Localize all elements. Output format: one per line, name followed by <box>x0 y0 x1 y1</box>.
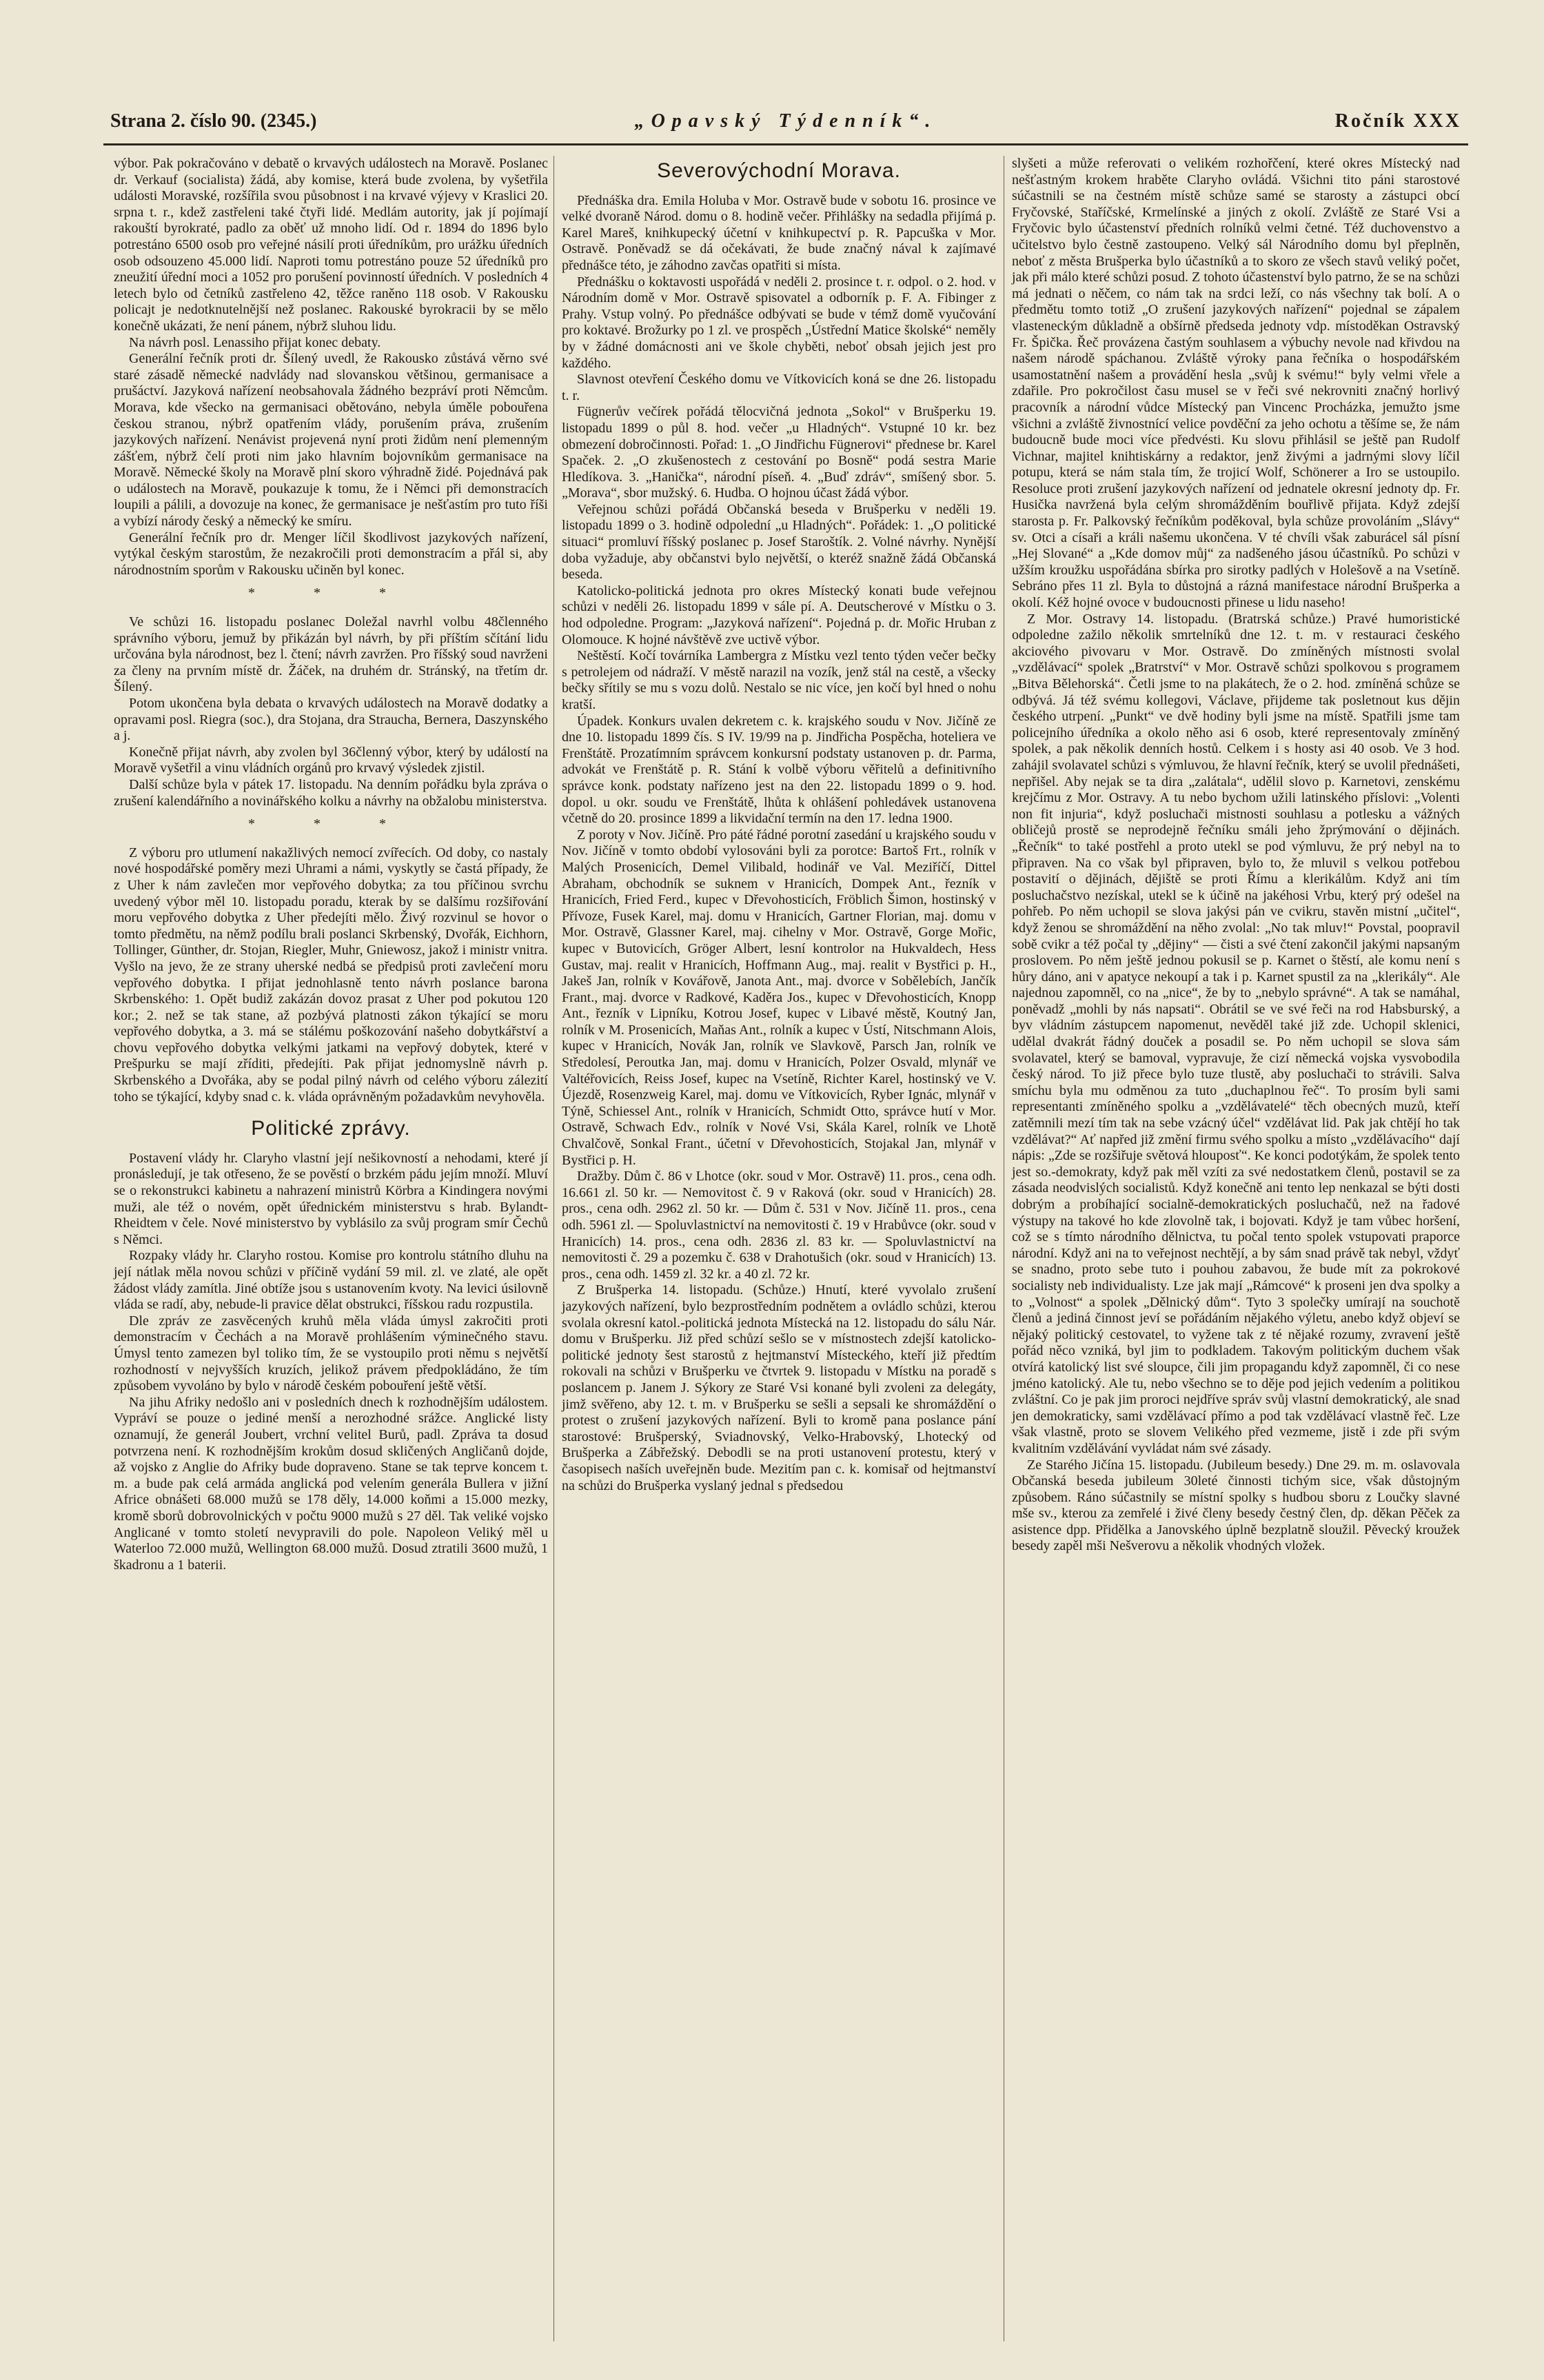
article-paragraph: Veřejnou schůzi pořádá Občanská beseda v Brušperku v neděli 19. listopadu 1899 o 3. hodině odpolední „u Hladných“. Pořádek: 1. „O politické situaci“ promluví říšský poslanec p. Josef Staroštík. 2. Volné návrhy. Nynější doba vyžaduje, aby občanstvi bylo největší, o kteréž snažně žádá Občanská beseda. <box>562 501 996 583</box>
article-paragraph: Další schůze byla v pátek 17. listopadu. Na denním pořádku byla zpráva o zrušení kalendářního a novinářského kolku a návrhy na obžalobu ministerstva. <box>114 776 548 809</box>
article-paragraph: Generální řečník proti dr. Šílený uvedl, že Rakousko zůstává věrno své staré zásadě německé nadvlády nad slovanskou většinou, germanisace a prušáctví. Jazyková nařízení neobsahovala žádného bezpráví proti Němcům. Morava, kde všecko na germanisaci obětováno, nebyla úměle pobouřena českou stranou, nýbrž opatřením vlády, porušením práva, zrušením jazykových nařízení. Nenávist projevená nyní proti židům není plemenným zášťem, nýbrž čelí proti nim jako hlavním bojovníkům germanisace na Moravě. Německé školy na Moravě plní skoro výhradně židé. Pojednává pak o událostech na Moravě, poukazuje k tomu, že i Němci při demonstracích loupili a pálili, a dovozuje na konec, že germanisace je nešťastím pro tuto říši a vybízí národy český a německý ke smíru. <box>114 351 548 530</box>
article-paragraph: Z poroty v Nov. Jičíně. Pro páté řádné porotní zasedání u krajského soudu v Nov. Jičíně v tomto období vylosováni byli za porotce: Bartoš Frt., rolník v Malých Prosenicích, Demel Vilibald, hodinář ve Val. Meziříčí, Dittel Abraham, obchodník se suknem v Hranicích, Dompek Ant., řezník v Hranicích, Fried Ferd., kupec v Dřevohosticích, Fröblich Šimon, hostinský v Přívoze, Fusek Karel, maj. domu v Hranicích, Gartner Florian, maj. domu v Mor. Ostravě, Glassner Karel, maj. cihelny v Mor. Ostravě, Gorge Mořic, kupec v Butovicích, Gröger Albert, lesní kontrolor na Hukvaldech, Hess Gustav, maj. realit v Hranicích, Hoffmann Aug., maj. realit v Bystřici p. H., Jakeš Jan, rolník v Kovářově, Janota Ant., maj. dvorce v Sobělebích, Jančík Frant., maj. dvorce v Radkové, Kaděra Jos., kupec v Dřevohosticích, Knopp Ant., řezník v Lipníku, Kotrou Josef, kupec v Libavé městě, Koutný Jan, rolník v M. Prosenicích, Maňas Ant., rolník a kupec v Ústí, Nitschmann Alois, kupec v Hranicích, Novák Jan, rolník ve Slavkově, Parsch Jan, rolník ve Středolesí, Peroutka Jan, maj. domu v Hranicích, Polzer Osvald, mlynář ve Valtéřovicích, Reiss Josef, kupec na Vsetíně, Richter Karel, hostinský ve V. Újezdě, Rosenzweig Karel, maj. domu ve Vítkovicích, Ryber Ignác, mlynář v Týně, Schiessel Ant., rolník v Hranicích, Schmidt Otto, správce hutí v Mor. Ostravě, Schwach Edv., rolník v Nové Vsi, Skála Karel, rolník ve Lhotě Chvalčově, Sonkal Frant., účetní v Dřevohosticích, Stojakal Jan, mlynář v Bystřici p. H. <box>562 827 996 1168</box>
article-paragraph: výbor. Pak pokračováno v debatě o krvavých událostech na Moravě. Poslanec dr. Verkauf (socialista) žádá, aby komise, která bude zvolena, by vyšetřila události Moravské, rozšířila svou působnost i na krvavé výjevy v Kraslici 20. srpna t. r., kdež zastřeleni také čtyři lidé. Medlám autority, jak jí pojímají rakouští byrokraté, padlo za oběť už mnoho lidí. Od r. 1894 do 1896 bylo potrestáno 6500 osob pro veřejné násilí proti úředníkům, pro urážku úředních osob odsouzeno 45.000 lidí. Naproti tomu potrestáno pouze 52 úředníků pro zneužití úřední moci a 1052 pro porušení povinností úředních. V posledních 4 letech bylo od četníků zastřeleno 42, těžce raněno 118 osob. V Rakousku policajt je nedotknutelnější než poslanec. Rakouské byrokracii by se mělo konečně ukázati, že není pánem, nýbrž sluhou lidu. <box>114 156 548 334</box>
article-paragraph: Z Mor. Ostravy 14. listopadu. (Bratrská schůze.) Pravé humoristické odpoledne zažilo několik smrtelníků dne 12. t. m. v restauraci českého akciového pivovaru v Mor. Ostravě. Do zmíněných místnosti svolal „vzdělávací“ spolek „Bratrství“ v Mor. Ostravě schůzi spolkovou s programem „Bitva Bělehorská“. Četli jsme to na plakátech, že o 2. hod. zmíněná schůze se odbývá. Já též svému kollegovi, Václave, přijdeme tak posletnout kus dějin českého utrpení. „Punkt“ ve dvě hodiny byli jsme na místě. Spatřili jsme tam policejního úředníka a okolo něho asi 6 osob, které representovaly zmíněný spolek, a pak několik denních hostů. Celkem i s hosty asi 40 osob. Ve 3 hod. zahájil svolavatel schůzi s výmluvou, že hlavní řečník, který se uvolil přednášeti, nepřišel. Aby nejak se ta dira „zalátala“, udělil slovo p. Karnetovi, zenskému krejčímu z Mor. Ostravy. A tu nebo bychom užili latinského příslovi: „Volenti non fit injuria“, když posluchači mistnosti souhlasu a potlesku a vážných obličejů prostě se neprodejně řečníku smáli jeho žprýmování o dějinách. „Řečník“ to také postřehl a proto utekl se pod výmluvu, že prý nebyl na to připraven. Na co však byl připraven, bylo to, že mluvil s velkou potřebou postavití o dějinách, dějiště se proti Římu a klerikálům. Když ani tím posluchačstvo nezískal, utekl se k účině na jakéhosi Vrbu, který prý odešel na pohřeb. Po něm uchopil se slova jakýsi pán ve cvikru, stavěn mistní „učitel“, když ženou se shromáždění na něho zvolal: „No tak mluv!“ Povstal, poopravil sobě cvikr a též počal ty „dějiny“ — čisti a své čtení zakončil jakými napsaným proslovem. Po něm ještě jednou pokusil se p. Karnet o štěstí, ale komu není s hůry dáno, ani v apatyce nekoupí a tak i p. Karnet spustil za na „klerikály“. Ale najednou zapomněl, co na „nice“, že by to „nebylo správné“. A tak se namáhal, poněvadž „mohli by nás napsati“. Obrátil se ve své řeči na rod Habsburský, a byv vládním zástupcem napomenut, nevěděl také již zde. Uchopil sklenici, udělal dvakrát řádný douček a posadil se. Po něm uchopil se slova sám svolavatel, který se bamoval, vypravuje, že cizí německá vojska vysvobodila český národ. To již přece bylo tuze tlustě, aby posluchači to strávili. Salva smíchu byla mu odměnou za tuto „duchaplnou řeč“. To prosím byli sami representanti zmíněného spolku a „vzdělávatelé“ těch obecných muzů, kteří zatěmnili mezí tím tak na sebe vzácný účel“ vzdělávat lid. Pak jak chtějí ho tak vzdělávat?“ Ať napřed již změní firmu svého spolku a místo „vzdělávacího“ dají nápis: „Zde se rozšiřuje světová hlouposť“. Ke konci podotýkám, že spolek tento jest so.-demokraty, když pak měl vzíti za své nedostatkem členů, postavil se za zásada neodvislých socialistů. Když konečně ani tento lep nenkazal se býti dosti dobrým a probíhající socialně-demokratických posluchačů, než na řadové výstupy na takové ho kde zlovolně tak, i bojovati. Když je tam vůbec horšení, což se s tímto národního dělnictva, tu počal tento spolek vstupovati praporce národní. Když ani na to veřejnost nechtějí, a by sám snad právě tak nebyl, vždyť se snadno, proto sebe tuto i pouhou zabavou, že bude mít za pokrokové socialisty neb individualisty. Lze jak mají „Rámcové“ k proseni jen dva spolky a to „Volnost“ a spolek „Dělnický dům“. Tyto 3 společky umírají na souchotě členů a jediná činnost jeví se pořádáním nějakého výletu, anebo když objeví se nějaký politický cestovatel, to vyžene tak z té nějaké rozumy, zvravení ještě pořád něco vzniká, byl jim to podkladem. Takovým politickým duchem však otvírá katolický list své sloupce, čili jim propagandu když zapomněl, či co nese jméno katolický. Ale tu, nebo všechno se to děje pod jejich vedením a politikou zvláštní. Co je pak jim proroci nejdříve správ svůj vlastní demokratický, ale snad jen demokraticky, sami vzdělávací přímo a pod tak vzdělávací vlastně řeč. Lze však vlastně, proto se slovem Velikého před vezmeme, jistě i zde při svým kvalitním vzdělávání vyvládat nám své zásady. <box>1012 611 1460 1456</box>
separator-stars: * * * <box>248 585 414 601</box>
article-paragraph: Přednáška dra. Emila Holuba v Mor. Ostravě bude v sobotu 16. prosince ve velké dvoraně Národ. domu o 8. hodině večer. Přihlášky na sedadla přijímá p. Karel Mareš, knihkupecký účetní v knihkupectví p. R. Papcuška v Mor. Ostravě. Poněvadž se dá očekávati, že bude značný nával k zajímavé přednášce této, je záhodno zavčas opatřiti si místa. <box>562 192 996 273</box>
article-paragraph: Z Brušperka 14. listopadu. (Schůze.) Hnutí, které vyvolalo zrušení jazykových nařízení, bylo bezprostředním podnětem a ovládlo schůzi, kterou svolala okresní katol.-politická jednota Místecká na 12. listopadu do sálu Nár. domu v Brušperku. Již před schůzí sešlo se v místnostech zdejší katolicko-politické jednoty šest starostů z hejtmanství Místeckého, kteří již předtím rokovali na schůzi v Brušperku ve čtvrtek 9. listopadu v Místku na poradě s poslancem p. Janem J. Sýkory ze Staré Vsi konané byli zvoleni za delegáty, jimž svěřeno, aby 12. t. m. v Brušperku se sešli a sepsali ke shromáždění o protest o zrušení jazykových nařízení. Byli to kromě pana poslance pání starostové: Brušperský, Sviadnovský, Velko-Hrabovský, Lhotecký od Brušperka a Zábřežský. Debodli se na proti ustanovení protestu, který v časopisech naších uveřejněn bude. Mezitím pan c. k. komisař od hejtmanství na schůzi do Brušperka vyslaný jednal s předsedou <box>562 1282 996 1493</box>
column-3 <box>1012 156 1460 1555</box>
header-volume: Ročník XXX <box>1334 110 1461 132</box>
article-paragraph: Dle zpráv ze zasvěcených kruhů měla vláda úmysl zakročiti proti demonstracím v Čechách a na Moravě prohlášením výminečného stavu. Úmysl tento zamezen byl toliko tím, že se vystoupilo proti němu s největší rozhodností v nejvyšších kruzích, jelikož právem předpokládáno, že tím způsobem vyvoláno by bylo v národě českém pobouření ještě větší. <box>114 1313 548 1394</box>
column-divider <box>553 156 554 2341</box>
section-title-severovychodni-morava: Severovýchodní Morava. <box>657 159 901 182</box>
header-page-info: Strana 2. číslo 90. (2345.) <box>110 110 317 132</box>
header-rule <box>103 143 1468 145</box>
article-paragraph: Slavnost otevření Českého domu ve Vítkovicích koná se dne 26. listopadu t. r. <box>562 372 996 403</box>
column-1 <box>114 156 548 1573</box>
article-paragraph: Ve schůzi 16. listopadu poslanec Doležal navrhl volbu 48členného správního výboru, jemuž by přikázán byl návrh, by při příštím sčítání lidu určována byla národnost, bez l. čtení; návrh zavržen. Pro říšský soud navrženi za členy na prvním místě dr. Žáček, na druhém dr. Stránský, na třetím dr. Šílený. <box>114 614 548 695</box>
article-paragraph: Katolicko-politická jednota pro okres Místecký konati bude veřejnou schůzi v neděli 26. listopadu 1899 v sále pí. A. Deutscherové v Místku o 3. hod odpoledne. Program: „Jazyková nařízení“. Pojedná p. dr. Mořic Hruban z Olomouce. K hojné návštěvě zve uctivě výbor. <box>562 583 996 647</box>
article-paragraph: Ze Starého Jičína 15. listopadu. (Jubileum besedy.) Dne 29. m. m. oslavovala Občanská beseda jubileum 30leté činnosti tichým sice, však důstojným způsobem. Ráno súčastnily se místní spolky s hudbou sboru z Loučky slavné mše sv., kterou za zemřelé i živé členy besedy čestný člen, dp. děkan Pěček za asistence dpp. Přidělka a Janovského úplně bezplatně sloužil. Pěvecký kroužek besedy zapěl mši Nešverovu a několik vhodných vložek. <box>1012 1457 1460 1554</box>
separator-stars: * * * <box>248 816 414 832</box>
article-paragraph: Generální řečník pro dr. Menger líčil škodlivost jazykových nařízení, vytýkal českým starostům, že nezakročili proti demonstracím a přál si, aby národnostním sporům v Rakousku učiněn byl konec. <box>114 530 548 578</box>
article-paragraph: Fügnerův večírek pořádá tělocvičná jednota „Sokol“ v Brušperku 19. listopadu 1899 o půl 8. hod. večer „u Hladných“. Vstupné 10 kr. bez obmezení dobročinnosti. Pořad: 1. „O Jindřichu Fügnerovi“ přednese br. Karel Spaček. 2. „O zkušenostech z cestování po Bosně“ podá sestra Marie Hledíkova. 3. „Hanička“, národní píseň. 4. „Buď zdráv“, smíšený sbor. 5. „Morava“, sbor mužský. 6. Hudba. O hojnou účast žádá výbor. <box>562 404 996 501</box>
column-2 <box>562 156 996 1494</box>
article-paragraph: Konečně přijat návrh, aby zvolen byl 36členný výbor, který by událostí na Moravě vyšetřil a vinu vládních orgánů pro krvavý výsledek zjistil. <box>114 744 548 776</box>
article-paragraph: Neštěstí. Kočí továrníka Lambergra z Místku vezl tento týden večer bečky s petrolejem od nádraží. V městě narazil na vozík, jenž stál na cestě, a všecky bečky sřítily se mu s vozu dolů. Nestalo se nic více, jen kočí byl hned o nohu kratší. <box>562 648 996 712</box>
article-paragraph: Na návrh posl. Lenassiho přijat konec debaty. <box>129 334 381 350</box>
article-paragraph: Na jihu Afriky nedošlo ani v posledních dnech k rozhodnějším událostem. Vypráví se pouze o jediné menší a nerozhodné srážce. Anglické listy oznamují, že generál Joubert, vrchní velitel Burů, padl. Zpráva ta dosud potvrzena není. K rozhodnějším krokům dosud skličených Angličanů dojde, až vojsko z Anglie do Afriky bude dopraveno. Stane se tak teprve koncem t. m. a bude pak celá armáda anglická pod velením generála Bullera v jižní Africe obnášeti 68.000 mužů se 178 děly, 14.000 koňmi a 15.000 mezky, kromě sborů dobrovolnických v počtu 9000 mužů s 27 děl. Tak veliké vojsko Anglicané v tomto století nevypravili do pole. Napoleon Veliký měl u Waterloo 72.000 mužů, Wellington 68.000 mužů. Dosud ztratili 3600 mužů, 1 škadronu a 1 baterii. <box>114 1394 548 1573</box>
article-paragraph: Postavení vlády hr. Claryho vlastní její nešikovností a nehodami, které jí pronásledují, je tak otřeseno, že se pověstí o brzkém pádu jejím množí. Mluví se o rekonstrukci kabinetu a nahrazení ministrů Körbra a Kindingera novými muži, ale též o novém, opět úřednickém ministerstvu s hrab. Bylandt-Rheidtem v čele. Nové ministerstvo by vyblásilo za svůj program smír Čechů s Němci. <box>114 1150 548 1247</box>
article-paragraph: Úpadek. Konkurs uvalen dekretem c. k. krajského soudu v Nov. Jičíně ze dne 10. listopadu 1899 čís. S IV. 19/99 na p. Jindřicha Pospěcha, hoteliera ve Frenštátě. Prozatímním správcem konkursní podstaty ustanoven p. dr. Parma, advokát ve Frenštátě p. R. Stání k volbě výboru věřitelů a definitivního správce konk. podstaty nařízeno jest na den 22. listopadu 1899 o 9. hod. dopol. u okr. soudu ve Frenštátě, lhůta k ohlášení pohledávek ustanovena včetně do 20. prosince 1899 a likvidační termín na den 17. ledna 1900. <box>562 713 996 827</box>
article-paragraph: Přednášku o koktavosti uspořádá v neděli 2. prosince t. r. odpol. o 2. hod. v Národním domě v Mor. Ostravě spisovatel a odborník p. F. A. Fibinger z Prahy. Vstup volný. Po přednášce odbývati se bude v témž domě vyučování pro koktavé. Brožurky po 1 zl. ve prospěch „Ústřední Matice školské“ neměly by v žádné domácnosti ani ve škole chyběti, neboť obsah jejich jest pro každého. <box>562 274 996 371</box>
header-newspaper-title: „Opavský Týdenník“. <box>634 110 937 132</box>
article-paragraph: Z výboru pro utlumení nakažlivých nemocí zvířecích. Od doby, co nastaly nové hospodářské poměry mezi Uhrami a námi, vyskytly se častá případy, že z Uher k nám zavlečen mor vepřového dobytka; za tou příčinou svrchu uvedený výbor měl 10. listopadu poradu, kterak by se dalšímu rozšiřování moru vepřového dobytka z Uher předejíti mělo. Živý rozvinul se hovor o tomto předmětu, na němž podílu brali poslanci Skrbenský, Dvořák, Eichhorn, Tollinger, Günther, dr. Stojan, Riegler, Muhr, Gniewosz, jakož i ministr vnitra. Vyšlo na jevo, že ze strany uherské nedbá se předpisů proti zavlečení moru vepřového dobytka. I přijat jednohlasně tento návrh poslance barona Skrbenského: 1. Opět budiž zakázán dovoz prasat z Uher pod pokutou 120 kor.; 2. než se tak stane, až pozbývá platnosti zákon týkající se moru vepřového dobytka, a 3. má se stálému poškozování našeho dobytkářství a chovu vepřového dobytka velkými jatkami na vepřový dobytek, které v Prešpurku se mají zříditi, předejíti. Pak přijat jednomyslně návrh p. Skrbenského a Dvořáka, aby se podal pilný návrh od celého výboru zálezití toho se týkající, kdyby snad c. k. vláda oprávněným požadavkům nevyhověla. <box>114 845 548 1105</box>
article-paragraph: slyšeti a může referovati o velikém rozhořčení, které okres Místecký nad nešťastným krokem hraběte Claryho ovládá. Všichni tito páni starostové súčastnili se na čestném místě schůze samé se starosty a zástupci obcí Fryčovské, Staříčské, Krmelínské a jiných z okolí. Zvláště ze Staré Vsi a Fryčovic bylo účastenství předních rolníků velmi četné. Též duchovenstvo a učitelstvo bylo čestně zastoupeno. Velký sál Národního domu byl přeplněn, neboť z města Brušperka bylo účastníků a to skoro ze všech stavů veliký počet, jak při málo které schůzi posud. Z tohoto účastenství bylo patrno, že se na schůzi má jednati o něčem, co nám tak na srdci leží, co nás všechny tak bolí. A o předmětu tomto totiž „O zrušení jazykových nařízení“ pojednal se zápalem vlasteneckým důkladně a obšírně předseda jednoty vdp. místoděkan Ostravský Fr. Špička. Řeč provázena častým souhlasem a výbuchy nevole nad křivdou na našem národě spáchanou. Zvláště výroky pana řečníka o hospodářském usamostatnění našem a provádění hesla „svůj k svému!“ byly velmi vřele a zdařile. Pro pokročilost času musel se v řeči své nekrovniti značný horlivý pracovník a národní vůdce Místecký pan Vincenc Procházka, jemužto jsme všichni a zvláště živnostnící velice povděční za jeho ochotu a těšíme se, že nám budoucně bude moci více předvésti. Ku slovu přihlásil se ještě pan Rudolf Vichnar, majitel knihtiskárny a redaktor, jenž živými a jadrnými slovy líčil potupu, která se nám stala tím, že trojicí Wolf, Schönerer a Iro se ustoupilo. Resoluce proti zrušení jazykových nařízení od jednatele okresní jednoty dp. Fr. Husička navržená byla celým shromážděním bouřlivě přijata. Když zdejší starosta p. Fr. Palkovský řečníkům poděkoval, byla schůze provoláním „Slávy“ sv. Otci a císaři a králi našemu ukončena. V té chvíli však zaburácel sál písní „Hej Slované“ a „Kde domov můj“ za nadšeného jásou účastníků. Po schůzi v užším kroužku uspořádána sbírka pro sirotky padlých v Holešově a na Vsetíně. Sebráno přes 11 zl. Byla to důstojná a rázná manifestace národní Brušperka a okolí. Kéž hojné ovoce v budoucnosti přinese u lidu naseho! <box>1012 156 1460 611</box>
article-paragraph: Potom ukončena byla debata o krvavých událostech na Moravě dodatky a opravami posl. Riegra (soc.), dra Stojana, dra Straucha, Bernera, Daszynského a j. <box>114 696 548 744</box>
article-paragraph: Rozpaky vlády hr. Claryho rostou. Komise pro kontrolu státního dluhu na její nátlak měla novou schůzi v příčině vydání 59 mil. zl. ve zlaté, ale opět žádost vlády zamítla. Jiné obtíže jsou s ustanovením kvoty. Na levici úsilovně vláda se radí, aby, nebude-li pravice dělat obstrukci, říšskou radu rozpustila. <box>114 1248 548 1313</box>
article-paragraph: Dražby. Dům č. 86 v Lhotce (okr. soud v Mor. Ostravě) 11. pros., cena odh. 16.661 zl. 50 kr. — Nemovitost č. 9 v Raková (okr. soud v Hranicích) 28. pros., cena odh. 2962 zl. 50 kr. — Dům č. 531 v Nov. Jičíně 11. pros., cena odh. 5961 zl. — Spoluvlastnictví na nemovitosti č. 19 v Hrabůvce (okr. soud v Hranicích) 14. pros., cena odh. 2836 zl. 83 kr. — Spoluvlastnictví na nemovitosti č. 29 a pozemku č. 638 v Drahotušich (okr. soud v Hranicích) 13. pros., cena odh. 1459 zl. 32 kr. a 40 zl. 72 kr. <box>562 1169 996 1282</box>
page-header <box>110 103 1461 139</box>
section-title-politicke-zpravy: Politické zprávy. <box>251 1117 411 1140</box>
